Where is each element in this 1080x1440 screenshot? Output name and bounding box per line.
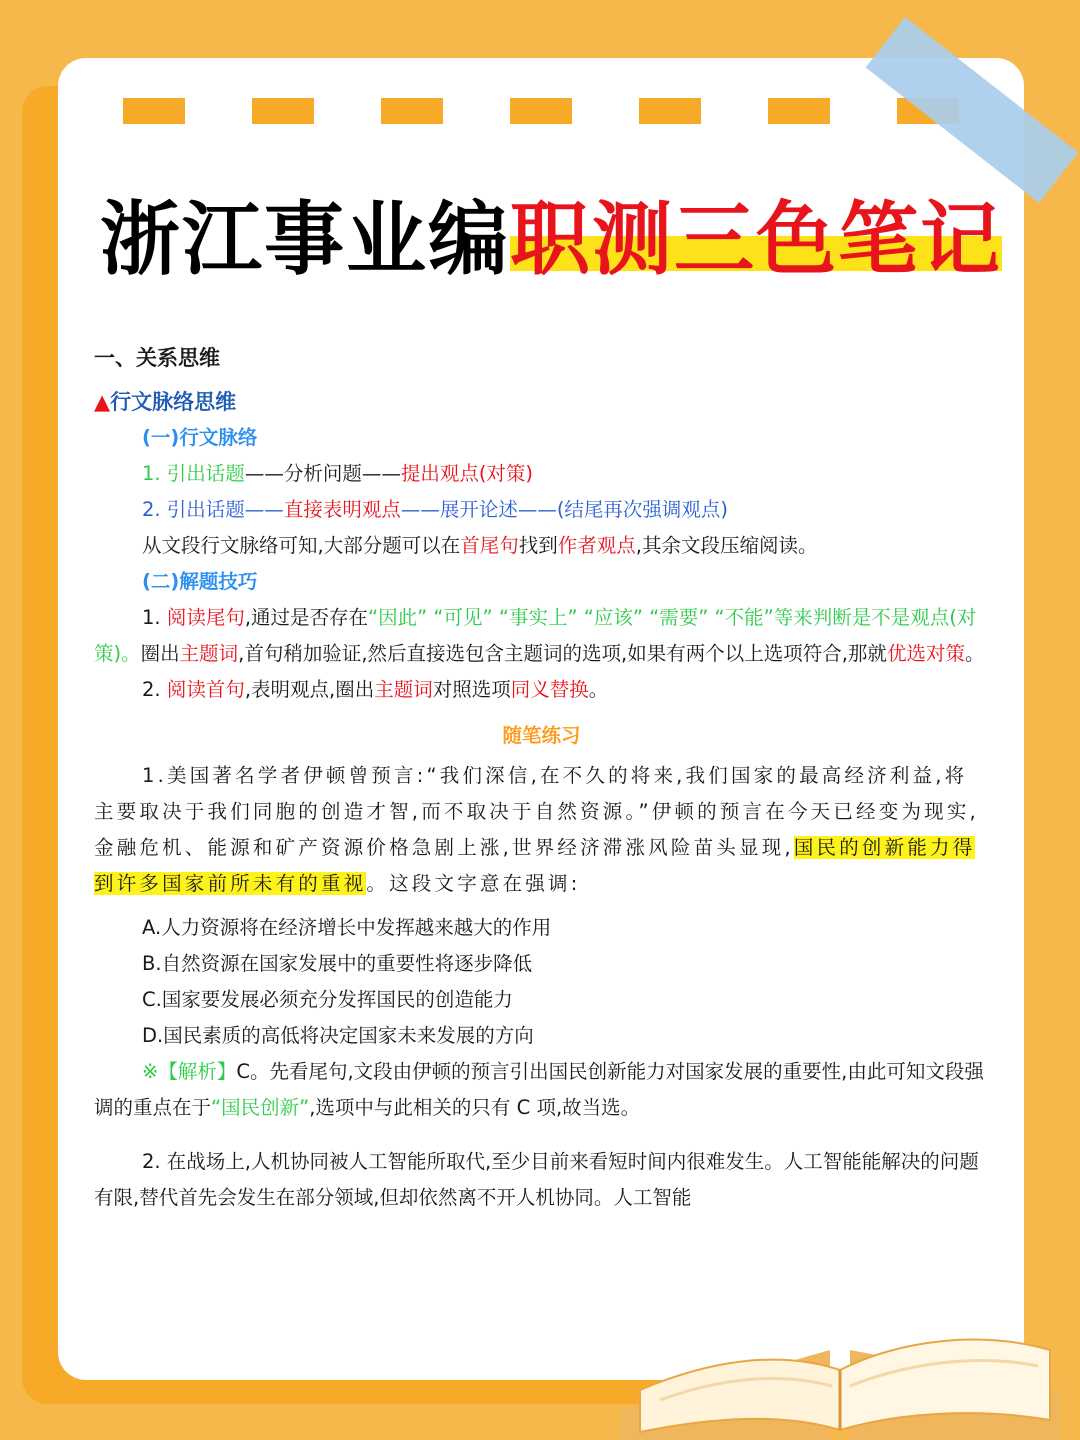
decor-dash [639, 98, 701, 124]
practice-heading: 随笔练习 [502, 724, 581, 747]
option-c: C.国家要发展必须充分发挥国民的创造能力 [142, 988, 513, 1011]
text-plain: ,表明观点,圈出 [244, 678, 375, 701]
text-green: “国民创新” [211, 1096, 310, 1119]
part1 [94, 420, 989, 600]
part2-heading: (二)解题技巧 [142, 570, 258, 593]
triangle-icon: ▲ [94, 390, 111, 414]
text-red: 提出观点(对策) [400, 462, 534, 485]
text-red: 阅读尾句 [166, 606, 245, 629]
decor-dash [252, 98, 314, 124]
text-red: 主题词 [374, 678, 433, 701]
text-green: 1. 引出话题 [142, 462, 245, 485]
title-red-highlight: 职测三色笔记 [510, 193, 1002, 286]
text-highlight: 国民的创新能力得到许多国家前所未有的重视 [94, 836, 976, 895]
section-heading: 一、关系思维 [94, 346, 220, 370]
text-red: 首尾句 [460, 534, 519, 557]
page-title [100, 190, 1020, 290]
text-plain: 从文段行文脉络可知,大部分题可以在 [142, 534, 461, 557]
subsection-title: 行文脉络思维 [110, 390, 237, 414]
text-plain: 。 [588, 678, 609, 701]
text-red: 同义替换 [510, 678, 589, 701]
text-plain: ——分析问题—— [244, 462, 401, 485]
part1-heading: (一)行文脉络 [142, 426, 258, 449]
text-red: 主题词 [179, 642, 239, 665]
text-plain: 对照选项 [432, 678, 511, 701]
decor-dash [381, 98, 443, 124]
decor-dash [510, 98, 572, 124]
text-plain: ,选项中与此相关的只有 C 项,故当选。 [309, 1096, 641, 1119]
question-2: 2. 在战场上,人机协同被人工智能所取代,至少目前来看短时间内很难发生。人工智能能解决的问题有限,替代首先会发生在部分领域,但却依然离不开人机协同。人工智能 [94, 1150, 979, 1209]
text-blue: 2. 引出话题—— [142, 498, 284, 521]
tip-2 [94, 672, 989, 708]
open-book-icon [600, 1240, 1080, 1440]
spacer [94, 1126, 989, 1144]
tip-1 [94, 600, 989, 672]
options-list [94, 910, 989, 1054]
text-red: 作者观点 [557, 534, 636, 557]
option-b: B.自然资源在国家发展中的重要性将逐步降低 [142, 952, 533, 975]
subsection-heading [94, 384, 989, 420]
analysis-label: ※【解析】 [142, 1060, 237, 1083]
text-blue: ——展开论述——(结尾再次强调观点) [400, 498, 729, 521]
structure-line-2 [142, 492, 989, 528]
structure-summary [142, 528, 989, 564]
text-plain: 1. [142, 606, 167, 629]
text-green: “因此” “可见” “事实上” “应该” “需要” “不能”等来判断是不是观点(对策)。 [94, 606, 977, 665]
text-red: 优选对策 [886, 642, 965, 665]
note-content [94, 340, 989, 1216]
text-red: 阅读首句 [166, 678, 245, 701]
text-plain: ,通过是否存在 [244, 606, 369, 629]
title-black: 浙江事业编 [100, 193, 510, 286]
decor-dash [123, 98, 185, 124]
text-plain: 。 [964, 642, 985, 665]
text-plain: 圈出 [140, 642, 180, 665]
text-plain: 2. [142, 678, 167, 701]
text-red: 直接表明观点 [283, 498, 401, 521]
analysis [94, 1054, 989, 1126]
text-plain: ,其余文段压缩阅读。 [635, 534, 818, 557]
text-plain: C。先看尾句,文段由伊顿的预言引出国民创新能力对国家发展的重要性,由此可知文段强调的重点在于 [94, 1060, 984, 1119]
text-plain: ,首句稍加验证,然后直接选包含主题词的选项,如果有两个以上选项符合,那就 [238, 642, 887, 665]
text-plain: 找到 [518, 534, 558, 557]
option-a: A.人力资源将在经济增长中发挥越来越大的作用 [142, 916, 552, 939]
text-plain: 1.美国著名学者伊顿曾预言:“我们深信,在不久的将来,我们国家的最高经济利益,将主要取决于我们同胞的创造才智,而不取决于自然资源。”伊顿的预言在今天已经变为现实,金融危机、能源和矿产资源价格急剧上涨,世界经济滞涨风险苗头显现, [94, 764, 979, 859]
option-d: D.国民素质的高低将决定国家未来发展的方向 [142, 1024, 534, 1047]
decor-dash [768, 98, 830, 124]
text-plain: 。这段文字意在强调: [366, 872, 581, 895]
structure-line-1 [142, 456, 989, 492]
question-1 [94, 758, 989, 902]
